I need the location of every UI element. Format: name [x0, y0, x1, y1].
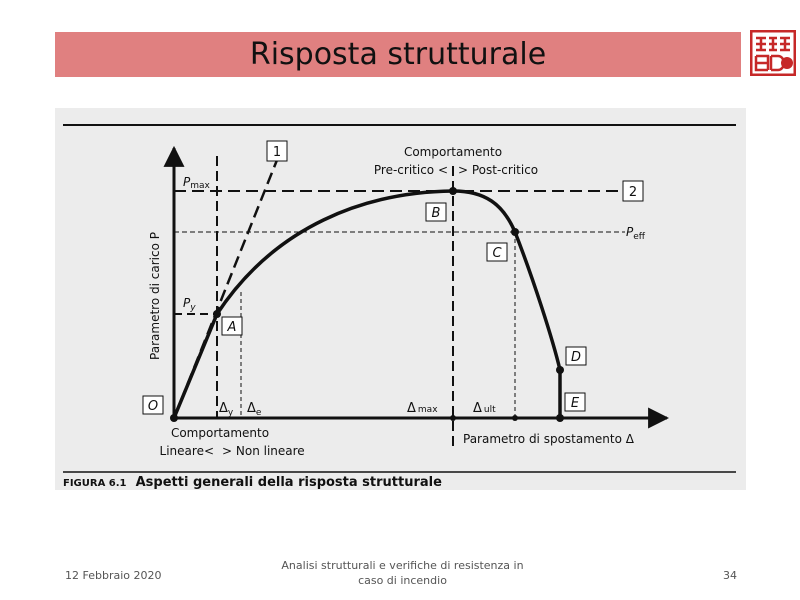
figure-caption: FIGURA 6.1 Aspetti generali della risposta strutturale: [63, 475, 442, 490]
footer-date: 12 Febbraio 2020: [65, 569, 162, 582]
point-b-dot: [449, 187, 457, 195]
delta-ult-dot: [512, 415, 518, 421]
point-o-label: O: [147, 399, 159, 414]
line-1-label: 1: [272, 145, 282, 160]
top-label-line3: > Post-critico: [458, 163, 539, 177]
delta-y-label: $\Delta_y$: [219, 401, 234, 418]
point-c-label: C: [492, 246, 502, 261]
bottom-label-line3: > Non lineare: [222, 444, 305, 458]
slide-title: Risposta strutturale: [249, 37, 547, 72]
point-a-dot: [213, 310, 221, 318]
line-2-label: 2: [628, 185, 638, 200]
page-number: 34: [723, 569, 737, 582]
point-b-label: B: [431, 206, 441, 221]
footer-title-line1: Analisi strutturali e verifiche di resistenza in: [281, 559, 524, 572]
x-axis-label: Parametro di spostamento Δ: [463, 432, 634, 446]
point-o-dot: [170, 414, 178, 422]
response-curve: [174, 191, 560, 418]
point-d-label: D: [570, 350, 582, 365]
point-a-label: A: [227, 320, 237, 335]
delta-e-label: $\Delta_e$: [247, 401, 262, 418]
seal-logo-icon: [750, 30, 796, 76]
point-e-label: E: [570, 396, 580, 411]
delta-max-dot: [450, 415, 456, 421]
y-axis-label: Parametro di carico P: [148, 232, 162, 360]
top-label-line2: Pre-critico <: [373, 163, 448, 177]
point-c-dot: [511, 228, 519, 236]
p-eff-label: $P_{eff}$: [626, 225, 645, 242]
figure-panel: [55, 108, 746, 490]
delta-max-label: Δ max: [407, 401, 438, 416]
structural-response-diagram: [55, 108, 746, 490]
delta-ult-label: Δ ult: [473, 401, 496, 416]
point-d-dot: [556, 366, 564, 374]
bottom-label-line1: Comportamento: [170, 426, 270, 440]
top-label-line1: Comportamento: [403, 145, 503, 159]
p-y-label: $P_y$: [183, 296, 196, 313]
footer-title-line2: caso di incendio: [358, 574, 447, 587]
slide-title-bar: [55, 32, 741, 77]
point-e-dot: [556, 414, 564, 422]
bottom-label-line2: Lineare<: [159, 444, 214, 458]
footer-title: [280, 558, 525, 588]
p-max-label: Pmax: [183, 175, 210, 191]
